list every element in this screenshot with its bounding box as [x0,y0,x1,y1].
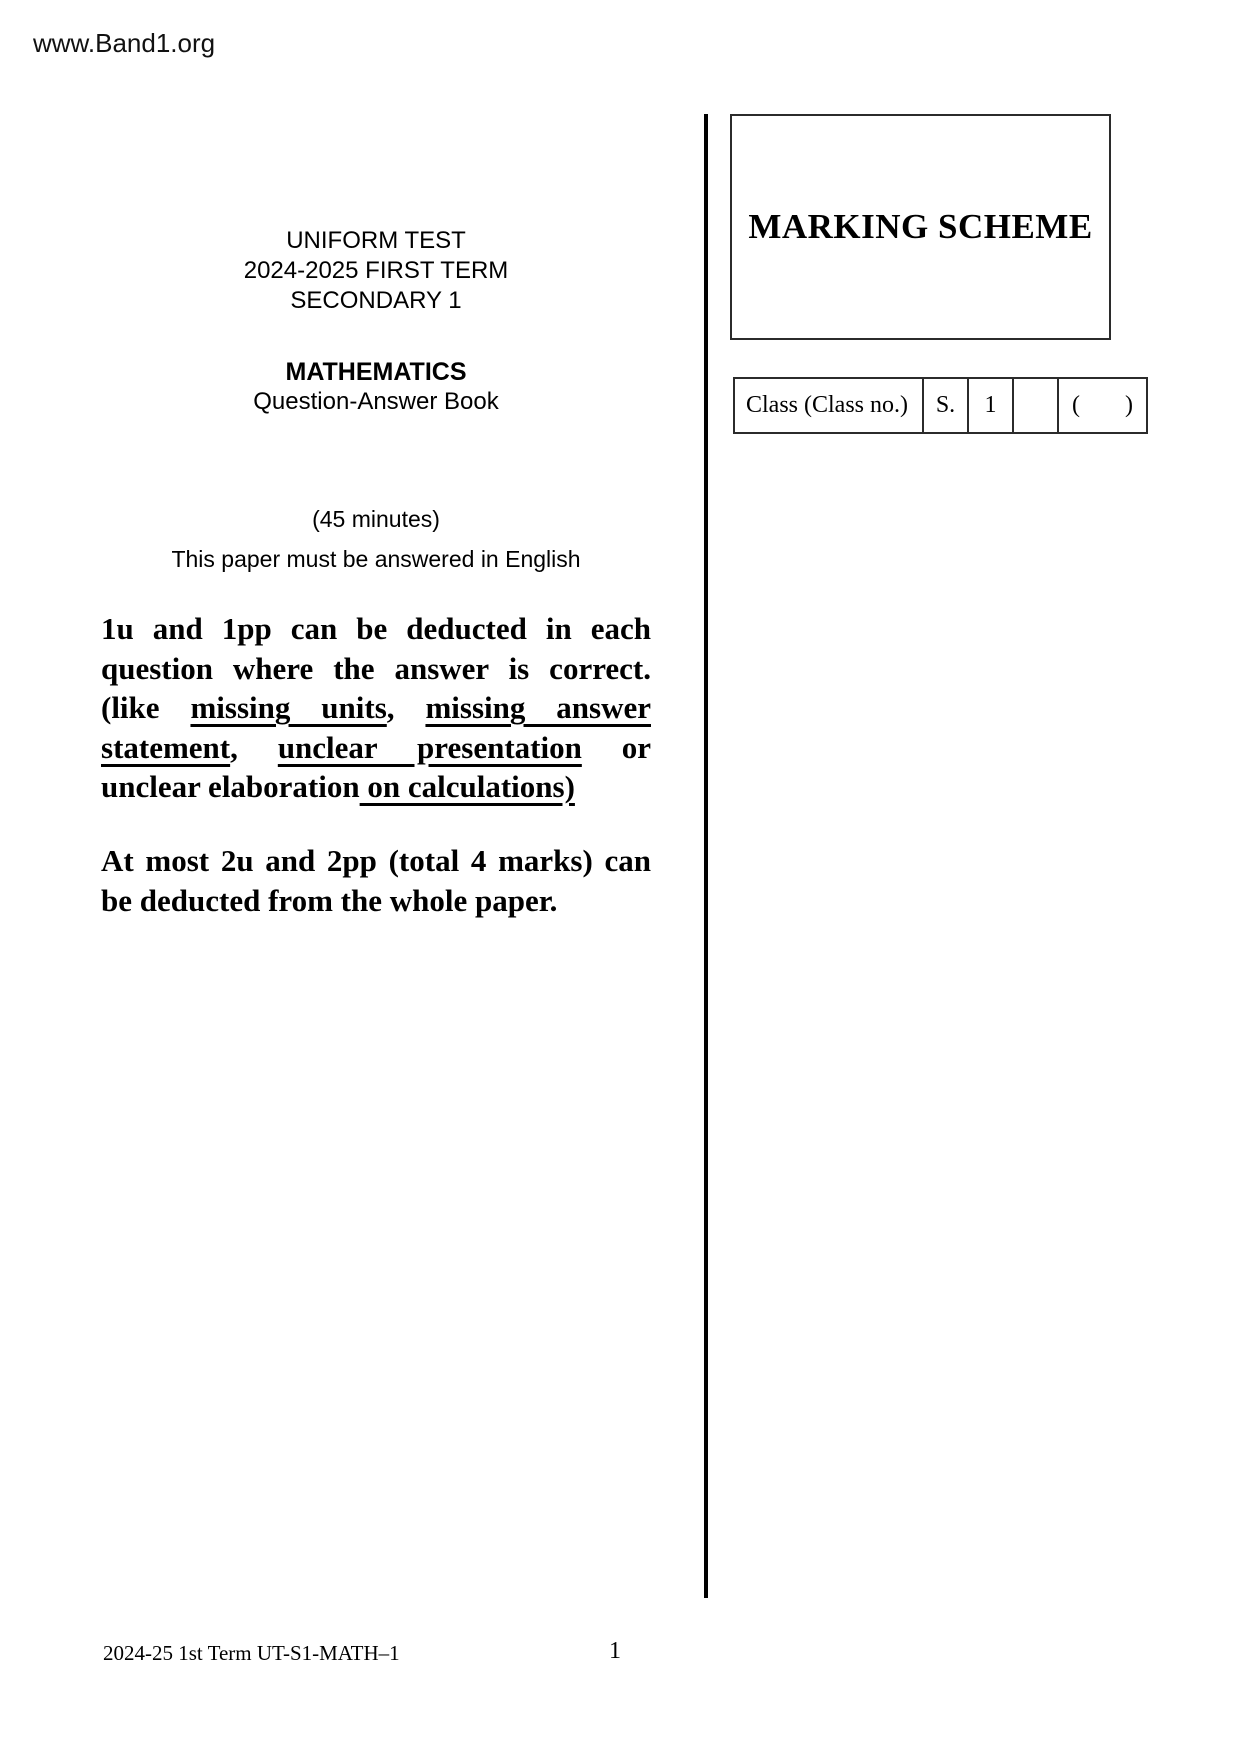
close-paren: ) [1125,392,1133,418]
test-title-line3: SECONDARY 1 [290,287,462,314]
class-letter-cell [1012,379,1057,432]
class-number-cell [1057,379,1146,432]
duration-note: (45 minutes) [312,506,440,532]
test-title-line2: 2024-2025 FIRST TERM [243,257,509,284]
book-type: Question-Answer Book [253,388,499,415]
document-code: 2024-25 1st Term UT-S1-MATH–1 [103,1641,400,1665]
class-info-table [733,377,1148,434]
open-paren: ( [1072,392,1080,418]
max-deduction-paragraph [101,841,651,920]
instruction-line: statement, unclear presentation or [101,729,652,765]
level-cell: 1 [967,379,1012,432]
page-number: 1 [609,1638,621,1664]
instruction-line: 1u and 1pp can be deducted in each [101,611,651,646]
instruction-line: unclear elaboration on calculations) [101,769,575,804]
class-label-cell: Class (Class no.) [746,392,908,418]
instruction-line: (like missing units, missing answer [101,690,651,725]
marking-scheme-box [730,114,1111,340]
test-title-block [101,226,651,316]
deduction-rules-paragraph [101,609,651,807]
subject-title: MATHEMATICS [285,358,467,386]
language-note: This paper must be answered in English [171,546,581,572]
instruction-line: question where the answer is correct. [101,650,651,686]
marking-scheme-title: MARKING SCHEME [748,207,1093,246]
secondary-prefix-cell: S. [922,379,967,432]
site-url: www.Band1.org [33,28,216,58]
subject-block [101,357,651,417]
instruction-line: At most 2u and 2pp (total 4 marks) can [101,843,651,878]
instruction-line: be deducted from the whole paper. [101,882,558,918]
test-title-line1: UNIFORM TEST [286,227,466,254]
vertical-divider [704,114,708,1598]
